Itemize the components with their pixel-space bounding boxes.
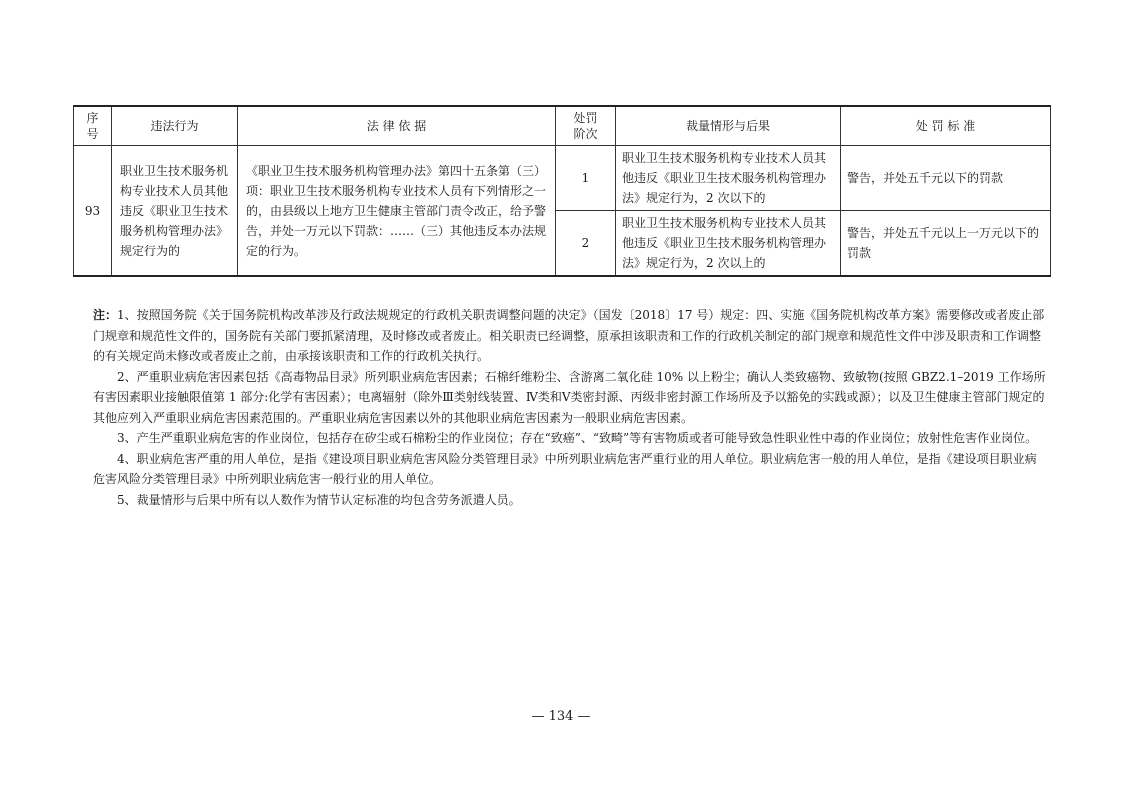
cell-standard: 警告，并处五千元以下的罚款: [841, 146, 1051, 211]
cell-seq: 93: [74, 146, 112, 277]
header-circumstances: 裁量情形与后果: [616, 106, 841, 146]
notes-section: [93, 305, 1048, 510]
note-item: 3、产生严重职业病危害的作业岗位，包括存在矽尘或石棉粉尘的作业岗位；存在“致癌”、“致畸”等有害物质或者可能导致急性职业性中毒的作业岗位；放射性危害作业岗位。: [117, 431, 1038, 445]
cell-circumstances: 职业卫生技术服务机构专业技术人员其他违反《职业卫生技术服务机构管理办法》规定行为，2 次以上的: [616, 211, 841, 277]
note-item: [93, 305, 1048, 367]
header-legal-basis: 法 律 依 据: [238, 106, 556, 146]
note-item: 5、裁量情形与后果中所有以人数作为情节认定标准的均包含劳务派遣人员。: [117, 492, 521, 507]
note-text: 1、按照国务院《关于国务院机构改革涉及行政法规规定的行政机关职责调整问题的决定》（国发〔2018〕17 号）规定：四、实施《国务院机构改革方案》需要修改或者废止部门规章和规范性文件的，国务院有关部门要抓紧清理，及时修改或者废止。相关职责已经调整，原承担该职责和工作的行政机关制定的部门规章和规范性文件中涉及职责和工作调整的有关规定尚未修改或者废止之前，由承接该职责和工作的行政机关执行。: [93, 308, 1045, 363]
page-number: — 134 —: [531, 709, 591, 724]
cell-standard: 警告，并处五千元以上一万元以下的罚款: [841, 211, 1051, 277]
cell-violation: 职业卫生技术服务机构专业技术人员其他违反《职业卫生技术服务机构管理办法》规定行为的: [112, 146, 238, 277]
table-row: [74, 146, 1051, 211]
penalty-table: [73, 105, 1051, 277]
header-seq: 序 号: [74, 106, 112, 146]
table-header-row: [74, 106, 1051, 146]
cell-circumstances: 职业卫生技术服务机构专业技术人员其他违反《职业卫生技术服务机构管理办法》规定行为，2 次以下的: [616, 146, 841, 211]
header-standard: 处 罚 标 准: [841, 106, 1051, 146]
cell-penalty-order: 2: [556, 211, 616, 277]
note-item: 4、职业病危害严重的用人单位，是指《建设项目职业病危害风险分类管理目录》中所列职业病危害严重行业的用人单位。职业病危害一般的用人单位，是指《建设项目职业病危害风险分类管理目录》中所列职业病危害一般行业的用人单位。: [93, 451, 1037, 486]
header-penalty-order: 处罚 阶次: [556, 106, 616, 146]
notes-label: 注：: [93, 308, 118, 322]
cell-penalty-order: 1: [556, 146, 616, 211]
note-item: 2、严重职业病危害因素包括《高毒物品目录》所列职业病危害因素；石棉纤维粉尘、含游离二氧化硅 10% 以上粉尘；确认人类致癌物、致敏物(按照 GBZ2.1–2019 工作场所有害因素职业接触限值第 1 部分:化学有害因素）；电离辐射（除外Ⅲ类射线装置、Ⅳ类和Ⅴ类密封源、丙级非密封源工作场所及予以豁免的实践或源）；以及卫生健康主管部门规定的其他应列入严重职业病危害因素范围的。严重职业病危害因素以外的其他职业病危害因素为一般职业病危害因素。: [93, 369, 1046, 425]
cell-legal-basis: 《职业卫生技术服务机构管理办法》第四十五条第（三）项：职业卫生技术服务机构专业技术人员有下列情形之一的，由县级以上地方卫生健康主管部门责令改正，给予警告，并处一万元以下罚款：……（三）其他违反本办法规定的行为。: [238, 146, 556, 277]
header-violation: 违法行为: [112, 106, 238, 146]
